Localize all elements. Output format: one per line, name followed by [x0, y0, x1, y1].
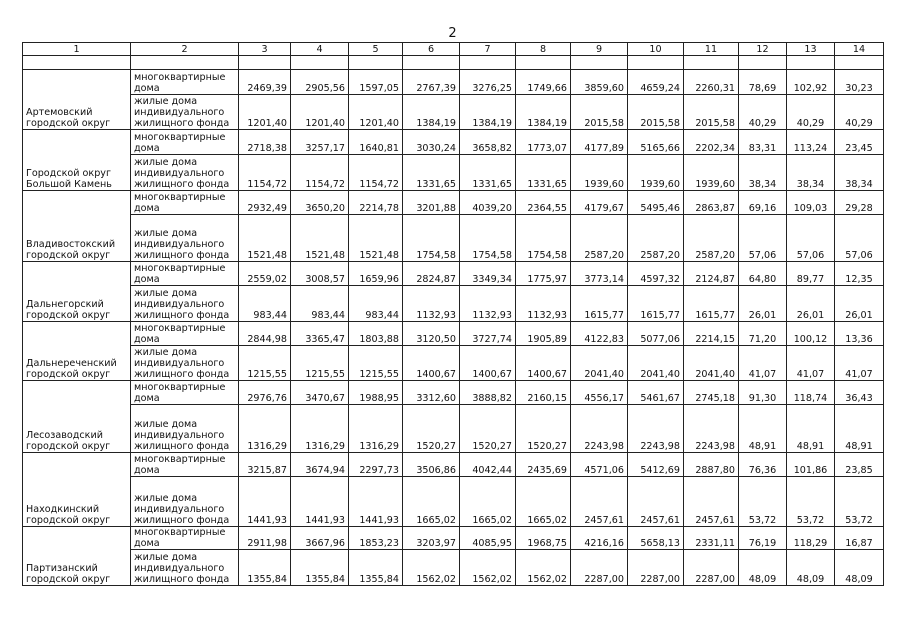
value-cell: 71,20	[739, 322, 787, 346]
table-row	[23, 550, 884, 586]
value-cell: 2202,34	[684, 130, 739, 155]
value-cell: 2287,00	[628, 550, 684, 586]
table-body	[23, 70, 884, 586]
value-cell: 5077,06	[628, 322, 684, 346]
column-header: 8	[516, 43, 571, 56]
value-cell: 1562,02	[460, 550, 516, 586]
value-cell: 48,09	[739, 550, 787, 586]
value-cell: 2587,20	[571, 215, 628, 262]
value-cell: 1665,02	[403, 477, 460, 527]
value-cell: 1400,67	[516, 346, 571, 381]
value-cell: 2015,58	[571, 95, 628, 130]
value-cell: 2287,00	[684, 550, 739, 586]
value-cell: 1520,27	[516, 405, 571, 453]
blank-cell	[787, 56, 835, 70]
blank-cell	[571, 56, 628, 70]
value-cell: 12,35	[835, 262, 884, 286]
blank-cell	[23, 56, 131, 70]
value-cell: 1132,93	[516, 286, 571, 322]
value-cell: 1905,89	[516, 322, 571, 346]
value-cell: 1562,02	[403, 550, 460, 586]
value-cell: 3888,82	[460, 381, 516, 405]
column-header: 10	[628, 43, 684, 56]
value-cell: 1201,40	[239, 95, 291, 130]
value-cell: 2297,73	[349, 453, 403, 477]
district-name: Городской округ Большой Камень	[23, 130, 131, 191]
value-cell: 3859,60	[571, 70, 628, 95]
value-cell: 2559,02	[239, 262, 291, 286]
value-cell: 2243,98	[628, 405, 684, 453]
value-cell: 48,09	[787, 550, 835, 586]
housing-type: жилые дома индивидуального жилищного фонда	[131, 95, 239, 130]
value-cell: 1132,93	[460, 286, 516, 322]
value-cell: 5658,13	[628, 527, 684, 550]
value-cell: 1521,48	[349, 215, 403, 262]
value-cell: 4042,44	[460, 453, 516, 477]
blank-cell	[460, 56, 516, 70]
value-cell: 2243,98	[571, 405, 628, 453]
value-cell: 2887,80	[684, 453, 739, 477]
value-cell: 1939,60	[571, 155, 628, 191]
value-cell: 1521,48	[291, 215, 349, 262]
value-cell: 1355,84	[349, 550, 403, 586]
value-cell: 1754,58	[516, 215, 571, 262]
district-name: Владивостокский городской округ	[23, 191, 131, 262]
value-cell: 1988,95	[349, 381, 403, 405]
value-cell: 1331,65	[403, 155, 460, 191]
table-row	[23, 95, 884, 130]
blank-cell	[739, 56, 787, 70]
housing-type: жилые дома индивидуального жилищного фонда	[131, 155, 239, 191]
value-cell: 1640,81	[349, 130, 403, 155]
value-cell: 109,03	[787, 191, 835, 215]
value-cell: 1132,93	[403, 286, 460, 322]
column-header: 6	[403, 43, 460, 56]
value-cell: 1665,02	[460, 477, 516, 527]
value-cell: 4659,24	[628, 70, 684, 95]
value-cell: 2457,61	[628, 477, 684, 527]
value-cell: 2587,20	[684, 215, 739, 262]
housing-type: жилые дома индивидуального жилищного фонда	[131, 215, 239, 262]
value-cell: 48,09	[835, 550, 884, 586]
value-cell: 2041,40	[571, 346, 628, 381]
value-cell: 3773,14	[571, 262, 628, 286]
value-cell: 2041,40	[684, 346, 739, 381]
value-cell: 3470,67	[291, 381, 349, 405]
value-cell: 1400,67	[403, 346, 460, 381]
value-cell: 2976,76	[239, 381, 291, 405]
value-cell: 2457,61	[684, 477, 739, 527]
district-name: Партизанский городской округ	[23, 527, 131, 586]
blank-cell	[684, 56, 739, 70]
value-cell: 57,06	[739, 215, 787, 262]
table-row	[23, 477, 884, 527]
value-cell: 3506,86	[403, 453, 460, 477]
value-cell: 2767,39	[403, 70, 460, 95]
housing-type: многоквартирные дома	[131, 130, 239, 155]
housing-type: многоквартирные дома	[131, 262, 239, 286]
value-cell: 41,07	[835, 346, 884, 381]
blank-cell	[835, 56, 884, 70]
value-cell: 53,72	[835, 477, 884, 527]
value-cell: 3674,94	[291, 453, 349, 477]
value-cell: 2041,40	[628, 346, 684, 381]
value-cell: 1521,48	[239, 215, 291, 262]
value-cell: 1215,55	[239, 346, 291, 381]
value-cell: 41,07	[739, 346, 787, 381]
column-header: 4	[291, 43, 349, 56]
value-cell: 3120,50	[403, 322, 460, 346]
housing-type: многоквартирные дома	[131, 322, 239, 346]
housing-type: многоквартирные дома	[131, 70, 239, 95]
value-cell: 1384,19	[403, 95, 460, 130]
value-cell: 1939,60	[684, 155, 739, 191]
column-header: 14	[835, 43, 884, 56]
value-cell: 1154,72	[291, 155, 349, 191]
value-cell: 1665,02	[516, 477, 571, 527]
value-cell: 29,28	[835, 191, 884, 215]
blank-cell	[131, 56, 239, 70]
value-cell: 2718,38	[239, 130, 291, 155]
value-cell: 3201,88	[403, 191, 460, 215]
value-cell: 26,01	[835, 286, 884, 322]
value-cell: 40,29	[787, 95, 835, 130]
value-cell: 1441,93	[291, 477, 349, 527]
table-row	[23, 453, 884, 477]
value-cell: 1659,96	[349, 262, 403, 286]
district-name: Находкинский городской округ	[23, 453, 131, 527]
district-name: Артемовский городской округ	[23, 70, 131, 130]
value-cell: 2214,78	[349, 191, 403, 215]
value-cell: 4122,83	[571, 322, 628, 346]
value-cell: 2469,39	[239, 70, 291, 95]
value-cell: 89,77	[787, 262, 835, 286]
value-cell: 100,12	[787, 322, 835, 346]
value-cell: 3727,74	[460, 322, 516, 346]
value-cell: 1355,84	[291, 550, 349, 586]
table-row	[23, 322, 884, 346]
value-cell: 2214,15	[684, 322, 739, 346]
value-cell: 4556,17	[571, 381, 628, 405]
tariff-table	[22, 42, 884, 586]
value-cell: 1316,29	[291, 405, 349, 453]
value-cell: 3276,25	[460, 70, 516, 95]
value-cell: 76,36	[739, 453, 787, 477]
value-cell: 1754,58	[403, 215, 460, 262]
value-cell: 1215,55	[291, 346, 349, 381]
value-cell: 1597,05	[349, 70, 403, 95]
value-cell: 38,34	[739, 155, 787, 191]
value-cell: 5461,67	[628, 381, 684, 405]
value-cell: 41,07	[787, 346, 835, 381]
value-cell: 76,19	[739, 527, 787, 550]
housing-type: многоквартирные дома	[131, 381, 239, 405]
value-cell: 53,72	[787, 477, 835, 527]
value-cell: 1773,07	[516, 130, 571, 155]
value-cell: 1939,60	[628, 155, 684, 191]
value-cell: 40,29	[739, 95, 787, 130]
value-cell: 64,80	[739, 262, 787, 286]
value-cell: 1201,40	[349, 95, 403, 130]
value-cell: 3203,97	[403, 527, 460, 550]
housing-type: многоквартирные дома	[131, 191, 239, 215]
value-cell: 83,31	[739, 130, 787, 155]
value-cell: 1615,77	[628, 286, 684, 322]
value-cell: 57,06	[835, 215, 884, 262]
table-row	[23, 405, 884, 453]
value-cell: 3650,20	[291, 191, 349, 215]
housing-type: жилые дома индивидуального жилищного фонда	[131, 286, 239, 322]
value-cell: 1316,29	[239, 405, 291, 453]
value-cell: 40,29	[835, 95, 884, 130]
housing-type: жилые дома индивидуального жилищного фонда	[131, 346, 239, 381]
value-cell: 2905,56	[291, 70, 349, 95]
value-cell: 48,91	[739, 405, 787, 453]
value-cell: 1400,67	[460, 346, 516, 381]
district-name: Дальнегорский городской округ	[23, 262, 131, 322]
value-cell: 48,91	[787, 405, 835, 453]
table-row	[23, 381, 884, 405]
column-header: 7	[460, 43, 516, 56]
value-cell: 1520,27	[460, 405, 516, 453]
value-cell: 1803,88	[349, 322, 403, 346]
value-cell: 3008,57	[291, 262, 349, 286]
district-name: Дальнереченский городской округ	[23, 322, 131, 381]
column-header: 11	[684, 43, 739, 56]
column-header: 13	[787, 43, 835, 56]
value-cell: 1520,27	[403, 405, 460, 453]
housing-type: жилые дома индивидуального жилищного фонда	[131, 550, 239, 586]
value-cell: 36,43	[835, 381, 884, 405]
housing-type: многоквартирные дома	[131, 453, 239, 477]
value-cell: 2911,98	[239, 527, 291, 550]
value-cell: 1853,23	[349, 527, 403, 550]
blank-cell	[239, 56, 291, 70]
value-cell: 91,30	[739, 381, 787, 405]
value-cell: 1331,65	[516, 155, 571, 191]
value-cell: 2435,69	[516, 453, 571, 477]
value-cell: 1201,40	[291, 95, 349, 130]
value-cell: 1384,19	[460, 95, 516, 130]
value-cell: 3365,47	[291, 322, 349, 346]
value-cell: 1968,75	[516, 527, 571, 550]
value-cell: 16,87	[835, 527, 884, 550]
value-cell: 5495,46	[628, 191, 684, 215]
value-cell: 1775,97	[516, 262, 571, 286]
value-cell: 26,01	[739, 286, 787, 322]
value-cell: 53,72	[739, 477, 787, 527]
value-cell: 1441,93	[349, 477, 403, 527]
value-cell: 1615,77	[684, 286, 739, 322]
column-header: 12	[739, 43, 787, 56]
value-cell: 2287,00	[571, 550, 628, 586]
housing-type: жилые дома индивидуального жилищного фонда	[131, 477, 239, 527]
table-row	[23, 70, 884, 95]
value-cell: 1615,77	[571, 286, 628, 322]
table-row	[23, 286, 884, 322]
value-cell: 1215,55	[349, 346, 403, 381]
value-cell: 26,01	[787, 286, 835, 322]
table-row	[23, 130, 884, 155]
value-cell: 48,91	[835, 405, 884, 453]
value-cell: 118,29	[787, 527, 835, 550]
value-cell: 4597,32	[628, 262, 684, 286]
value-cell: 1355,84	[239, 550, 291, 586]
value-cell: 23,85	[835, 453, 884, 477]
value-cell: 38,34	[787, 155, 835, 191]
value-cell: 2587,20	[628, 215, 684, 262]
value-cell: 1154,72	[239, 155, 291, 191]
value-cell: 2015,58	[684, 95, 739, 130]
blank-cell	[403, 56, 460, 70]
value-cell: 2863,87	[684, 191, 739, 215]
value-cell: 4571,06	[571, 453, 628, 477]
value-cell: 3658,82	[460, 130, 516, 155]
value-cell: 13,36	[835, 322, 884, 346]
table-row	[23, 215, 884, 262]
value-cell: 78,69	[739, 70, 787, 95]
column-header: 2	[131, 43, 239, 56]
value-cell: 2364,55	[516, 191, 571, 215]
value-cell: 3349,34	[460, 262, 516, 286]
value-cell: 113,24	[787, 130, 835, 155]
blank-cell	[349, 56, 403, 70]
table-row	[23, 346, 884, 381]
value-cell: 1331,65	[460, 155, 516, 191]
value-cell: 1154,72	[349, 155, 403, 191]
value-cell: 2124,87	[684, 262, 739, 286]
value-cell: 30,23	[835, 70, 884, 95]
table-row	[23, 191, 884, 215]
value-cell: 2844,98	[239, 322, 291, 346]
blank-cell	[628, 56, 684, 70]
value-cell: 4085,95	[460, 527, 516, 550]
header-row	[23, 43, 884, 56]
value-cell: 5412,69	[628, 453, 684, 477]
value-cell: 3257,17	[291, 130, 349, 155]
column-header: 3	[239, 43, 291, 56]
value-cell: 1316,29	[349, 405, 403, 453]
value-cell: 3667,96	[291, 527, 349, 550]
value-cell: 2331,11	[684, 527, 739, 550]
column-header: 5	[349, 43, 403, 56]
value-cell: 4177,89	[571, 130, 628, 155]
table-row	[23, 262, 884, 286]
value-cell: 3312,60	[403, 381, 460, 405]
value-cell: 2932,49	[239, 191, 291, 215]
page-number: 2	[448, 26, 457, 41]
blank-cell	[291, 56, 349, 70]
value-cell: 4039,20	[460, 191, 516, 215]
value-cell: 5165,66	[628, 130, 684, 155]
value-cell: 118,74	[787, 381, 835, 405]
value-cell: 1749,66	[516, 70, 571, 95]
district-name: Лесозаводский городской округ	[23, 381, 131, 453]
value-cell: 2243,98	[684, 405, 739, 453]
value-cell: 2824,87	[403, 262, 460, 286]
value-cell: 23,45	[835, 130, 884, 155]
value-cell: 2260,31	[684, 70, 739, 95]
value-cell: 69,16	[739, 191, 787, 215]
column-header: 9	[571, 43, 628, 56]
value-cell: 2160,15	[516, 381, 571, 405]
value-cell: 1754,58	[460, 215, 516, 262]
value-cell: 1441,93	[239, 477, 291, 527]
value-cell: 38,34	[835, 155, 884, 191]
value-cell: 2015,58	[628, 95, 684, 130]
value-cell: 57,06	[787, 215, 835, 262]
value-cell: 3215,87	[239, 453, 291, 477]
value-cell: 3030,24	[403, 130, 460, 155]
value-cell: 102,92	[787, 70, 835, 95]
value-cell: 1384,19	[516, 95, 571, 130]
value-cell: 4179,67	[571, 191, 628, 215]
value-cell: 4216,16	[571, 527, 628, 550]
housing-type: многоквартирные дома	[131, 527, 239, 550]
table-row	[23, 155, 884, 191]
value-cell: 983,44	[239, 286, 291, 322]
value-cell: 983,44	[349, 286, 403, 322]
value-cell: 101,86	[787, 453, 835, 477]
value-cell: 2457,61	[571, 477, 628, 527]
table-row	[23, 527, 884, 550]
column-header: 1	[23, 43, 131, 56]
value-cell: 2745,18	[684, 381, 739, 405]
value-cell: 1562,02	[516, 550, 571, 586]
blank-row	[23, 56, 884, 70]
blank-cell	[516, 56, 571, 70]
value-cell: 983,44	[291, 286, 349, 322]
housing-type: жилые дома индивидуального жилищного фонда	[131, 405, 239, 453]
